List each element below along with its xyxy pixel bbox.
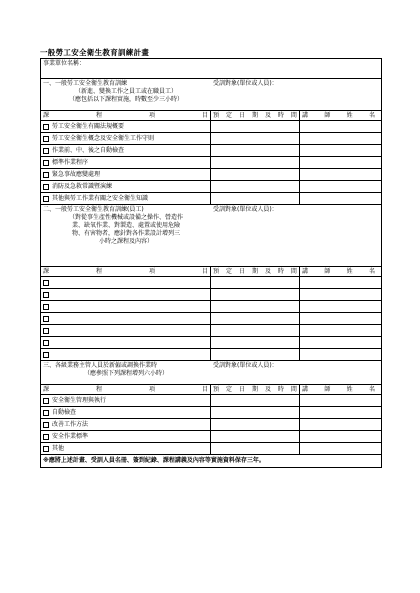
section3-trainee-label: 受訓對象(單位或人員)： (213, 362, 278, 369)
date-cell[interactable] (211, 395, 300, 406)
date-cell[interactable] (211, 337, 300, 348)
course-item (41, 325, 211, 336)
section3-title-line: 三、各級業務主管人員於新僱或調換作業時 (43, 362, 158, 369)
teacher-cell[interactable] (300, 193, 381, 204)
header-char: 程 (95, 268, 102, 275)
employer-label: 事業單位名稱： (43, 60, 86, 67)
course-checkbox[interactable] (43, 410, 49, 416)
course-item-label: 標準作業程序 (52, 158, 89, 166)
course-item-row (41, 419, 381, 431)
teacher-cell[interactable] (300, 443, 381, 454)
teacher-cell[interactable] (300, 277, 381, 288)
header-char: 預 (213, 112, 220, 119)
section2-column-header (41, 267, 381, 277)
header-char: 期 (251, 386, 258, 393)
course-item-label: 勞工安全衛生有關法規概要 (52, 122, 125, 130)
course-item (41, 145, 211, 156)
teacher-cell[interactable] (300, 121, 381, 132)
section2-trainee-label: 受訓對象(單位或人員)： (213, 206, 278, 213)
course-item-row (41, 431, 381, 443)
course-item (41, 431, 211, 442)
section2-title-line: 物、有害物者，應針對各作業設計增列三 (71, 230, 180, 237)
course-column-header (41, 385, 211, 394)
course-item (41, 121, 211, 132)
header-char: 課 (43, 268, 50, 275)
header-char: 期 (251, 112, 258, 119)
course-item-label: 消防及急救常識暨演練 (52, 182, 113, 190)
date-cell[interactable] (211, 301, 300, 312)
header-char: 時 (277, 112, 284, 119)
header-char: 間 (290, 268, 297, 275)
header-char: 日 (238, 386, 245, 393)
employer-row (41, 59, 381, 79)
teacher-column-header (300, 385, 381, 394)
course-checkbox[interactable] (43, 398, 49, 404)
header-char: 師 (324, 112, 331, 119)
date-cell[interactable] (211, 133, 300, 144)
section3-title (41, 361, 211, 384)
course-checkbox[interactable] (43, 148, 49, 154)
header-char: 課 (43, 112, 50, 119)
section1-header-row (41, 79, 381, 111)
course-item-row (41, 145, 381, 157)
header-char: 姓 (346, 112, 353, 119)
teacher-cell[interactable] (300, 313, 381, 324)
course-column-header (41, 111, 211, 120)
course-checkbox[interactable] (43, 292, 49, 298)
teacher-cell[interactable] (300, 181, 381, 192)
header-char: 名 (368, 386, 375, 393)
header-char: 師 (324, 386, 331, 393)
header-char: 師 (324, 268, 331, 275)
header-char: 名 (368, 112, 375, 119)
course-checkbox[interactable] (43, 136, 49, 142)
course-item (41, 349, 211, 360)
header-char: 間 (290, 112, 297, 119)
header-char: 目 (201, 268, 208, 275)
date-cell[interactable] (211, 193, 300, 204)
section3-header-row (41, 361, 381, 385)
section2-title-line: 小時之課程及內容） (98, 238, 153, 245)
course-checkbox[interactable] (43, 340, 49, 346)
header-char: 間 (290, 386, 297, 393)
section1-trainee-label: 受訓對象(單位或人員)： (213, 80, 278, 87)
course-item-label: 其他與勞工作業有關之安全衛生知識 (52, 194, 149, 202)
date-cell[interactable] (211, 443, 300, 454)
date-cell[interactable] (211, 407, 300, 418)
course-item-row (41, 301, 381, 313)
date-cell[interactable] (211, 313, 300, 324)
course-item (41, 181, 211, 192)
course-item-row (41, 181, 381, 193)
course-checkbox[interactable] (43, 446, 49, 452)
teacher-cell[interactable] (300, 289, 381, 300)
date-cell[interactable] (211, 145, 300, 156)
teacher-cell[interactable] (300, 337, 381, 348)
course-item (41, 133, 211, 144)
course-item (41, 443, 211, 454)
header-char: 目 (201, 386, 208, 393)
course-item (41, 313, 211, 324)
footer-note: ※應將上述計畫、受訓人員名冊、簽到紀錄、課程講義及內容等實施資料保存三年。 (41, 455, 381, 468)
header-char: 及 (264, 386, 271, 393)
date-column-header (211, 111, 300, 120)
course-item (41, 395, 211, 406)
course-checkbox[interactable] (43, 184, 49, 190)
section3-column-header (41, 385, 381, 395)
teacher-cell[interactable] (300, 395, 381, 406)
header-char: 日 (238, 112, 245, 119)
teacher-cell[interactable] (300, 325, 381, 336)
course-item (41, 419, 211, 430)
course-item-label: 勞工安全衛生概念及安全衛生工作守則 (52, 134, 155, 142)
course-checkbox[interactable] (43, 196, 49, 202)
header-char: 日 (238, 268, 245, 275)
teacher-cell[interactable] (300, 169, 381, 180)
course-item-row (41, 325, 381, 337)
header-char: 項 (148, 386, 155, 393)
course-checkbox[interactable] (43, 422, 49, 428)
teacher-cell[interactable] (300, 133, 381, 144)
header-char: 定 (225, 268, 232, 275)
teacher-cell[interactable] (300, 145, 381, 156)
course-item-row (41, 169, 381, 181)
course-item-row (41, 133, 381, 145)
date-cell[interactable] (211, 277, 300, 288)
course-item-row (41, 277, 381, 289)
course-item (41, 407, 211, 418)
header-char: 期 (251, 268, 258, 275)
date-cell[interactable] (211, 289, 300, 300)
course-item-label: 改善工作方法 (52, 420, 89, 428)
teacher-cell[interactable] (300, 419, 381, 430)
course-item (41, 193, 211, 204)
course-item-row (41, 121, 381, 133)
teacher-cell[interactable] (300, 157, 381, 168)
course-checkbox[interactable] (43, 316, 49, 322)
date-cell[interactable] (211, 181, 300, 192)
course-checkbox[interactable] (43, 434, 49, 440)
course-item (41, 301, 211, 312)
course-item (41, 277, 211, 288)
section3-title-line: （應參照下列課程增列六小時） (83, 370, 168, 377)
date-cell[interactable] (211, 349, 300, 360)
course-item (41, 169, 211, 180)
section2-title-line: 二、一般勞工安全衛生教育訓練(員工) (43, 206, 144, 213)
course-checkbox[interactable] (43, 352, 49, 358)
course-item-label: 安全作業標準 (52, 432, 89, 440)
header-char: 講 (302, 268, 309, 275)
course-item-label: 其他 (52, 444, 65, 452)
course-item-row (41, 395, 381, 407)
header-char: 項 (148, 268, 155, 275)
header-char: 定 (225, 112, 232, 119)
course-item (41, 337, 211, 348)
document-title: 一般勞工安全衛生教育訓練計畫 (40, 48, 150, 57)
teacher-cell[interactable] (300, 407, 381, 418)
header-char: 定 (225, 386, 232, 393)
course-item (41, 289, 211, 300)
header-char: 預 (213, 386, 220, 393)
section1-column-header (41, 111, 381, 121)
teacher-cell[interactable] (300, 431, 381, 442)
section2-title-line: （對從事生產性機械或設備之操作、營造作 (68, 214, 183, 221)
course-item-row (41, 337, 381, 349)
date-cell[interactable] (211, 121, 300, 132)
training-plan-form (40, 58, 382, 468)
date-cell[interactable] (211, 157, 300, 168)
date-column-header (211, 385, 300, 394)
course-item-label: 安全衛生管理與執行 (52, 396, 107, 404)
header-char: 講 (302, 386, 309, 393)
header-char: 目 (201, 112, 208, 119)
date-column-header (211, 267, 300, 276)
header-char: 項 (148, 112, 155, 119)
course-item-row (41, 193, 381, 205)
header-char: 姓 (346, 386, 353, 393)
teacher-cell[interactable] (300, 349, 381, 360)
course-item-row (41, 349, 381, 361)
date-cell[interactable] (211, 325, 300, 336)
header-char: 課 (43, 386, 50, 393)
header-char: 及 (264, 112, 271, 119)
header-char: 預 (213, 268, 220, 275)
section1-title-line: （應包括以下課程實施，時數至少三小時） (68, 96, 183, 103)
header-char: 及 (264, 268, 271, 275)
teacher-cell[interactable] (300, 301, 381, 312)
teacher-column-header (300, 111, 381, 120)
course-item-row (41, 289, 381, 301)
course-column-header (41, 267, 211, 276)
section2-header-row (41, 205, 381, 267)
header-char: 程 (95, 112, 102, 119)
course-item-row (41, 157, 381, 169)
header-char: 姓 (346, 268, 353, 275)
header-char: 時 (277, 386, 284, 393)
header-char: 時 (277, 268, 284, 275)
date-cell[interactable] (211, 169, 300, 180)
course-checkbox[interactable] (43, 160, 49, 166)
header-char: 講 (302, 112, 309, 119)
course-checkbox[interactable] (43, 280, 49, 286)
course-item-row (41, 313, 381, 325)
date-cell[interactable] (211, 419, 300, 430)
course-checkbox[interactable] (43, 172, 49, 178)
course-item-label: 自動檢查 (52, 408, 77, 416)
section1-title-line: （新進、變換工作之員工或在職員工） (74, 88, 177, 95)
course-item-row (41, 407, 381, 419)
section1-title (41, 79, 211, 110)
course-item-row (41, 443, 381, 455)
section2-title (41, 205, 211, 266)
date-cell[interactable] (211, 431, 300, 442)
section2-title-line: 業、缺氧作業、對製造、處置或使用危險 (71, 222, 180, 229)
course-item-label: 緊急事故應變處理 (52, 170, 101, 178)
section1-title-line: 一、一般勞工安全衛生教育訓練 (43, 80, 128, 87)
header-char: 程 (95, 386, 102, 393)
course-checkbox[interactable] (43, 124, 49, 130)
course-checkbox[interactable] (43, 304, 49, 310)
course-checkbox[interactable] (43, 328, 49, 334)
course-item (41, 157, 211, 168)
teacher-column-header (300, 267, 381, 276)
header-char: 名 (368, 268, 375, 275)
course-item-label: 作業前、中、後之自動檢查 (52, 146, 125, 154)
